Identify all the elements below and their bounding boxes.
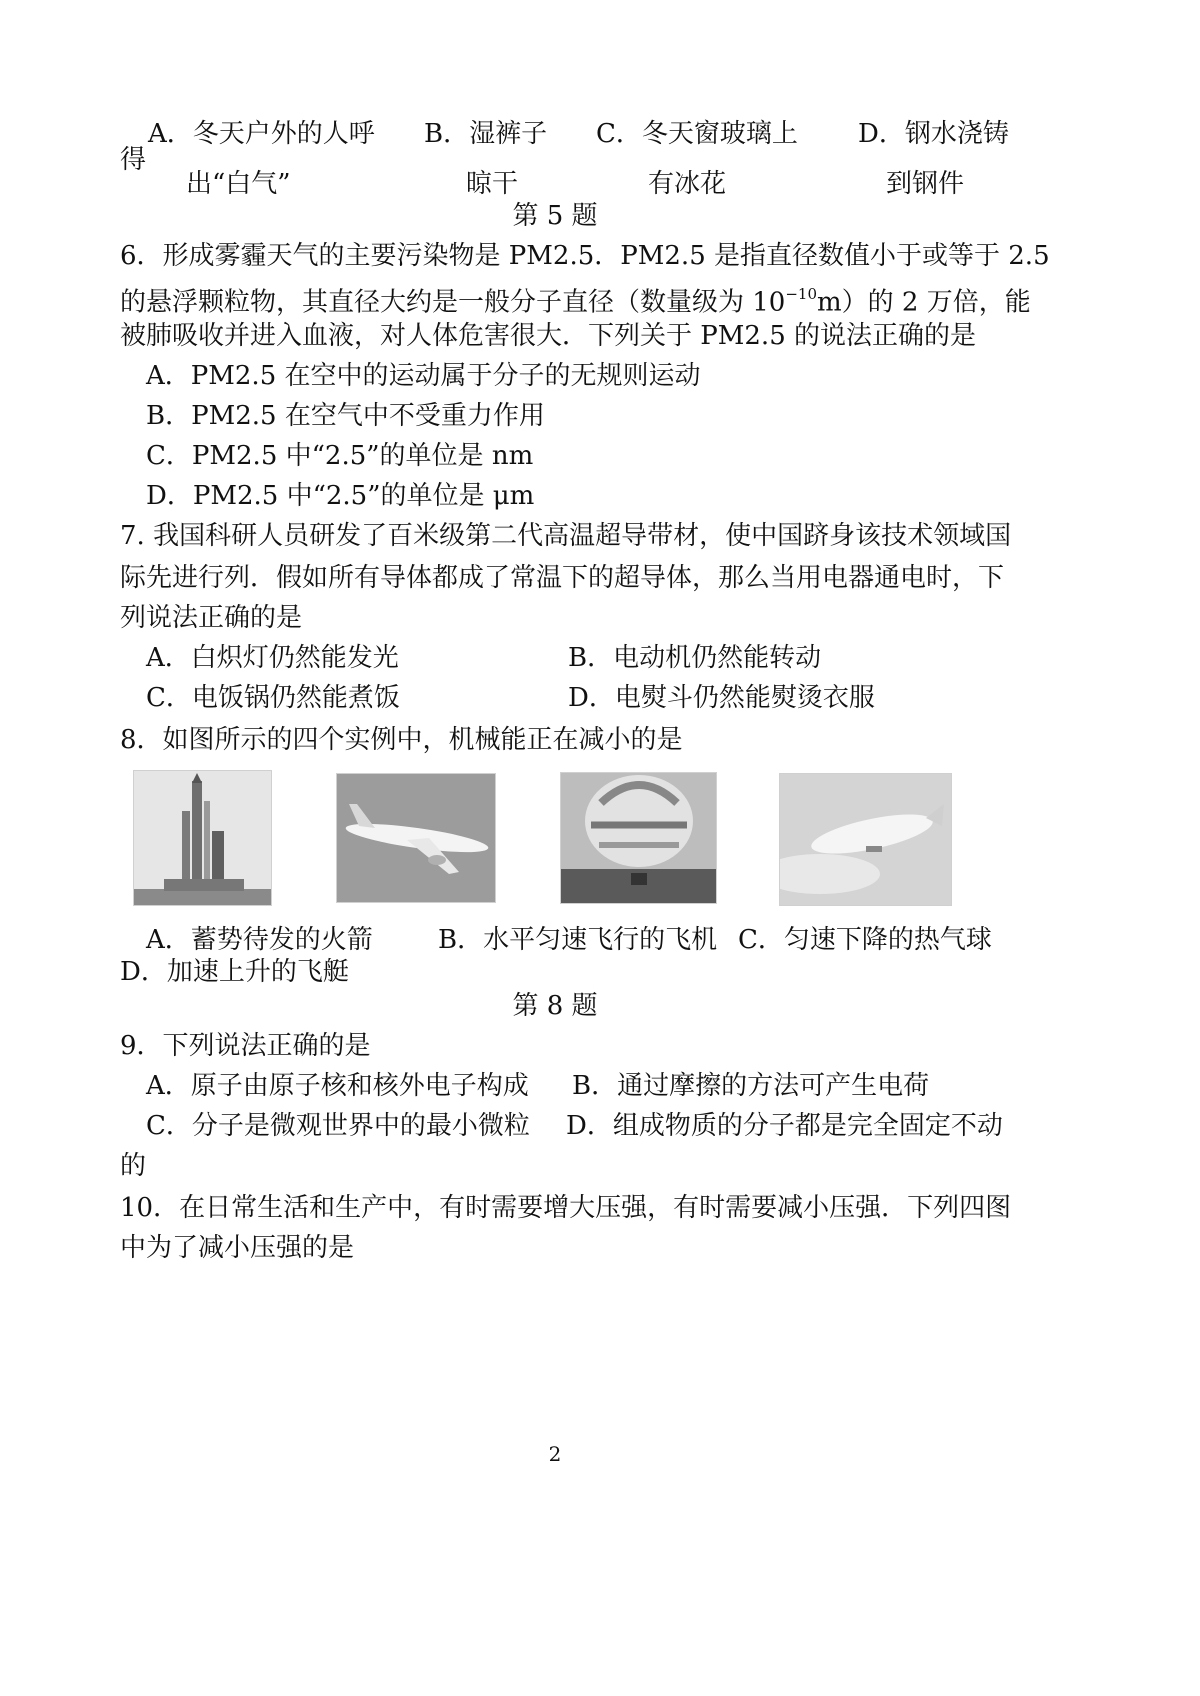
q6-stem-line2: 的悬浮颗粒物，其直径大约是一般分子直径（数量级为 $10^{-10}m$）的 2 万倍，能 — [120, 285, 1031, 318]
q8-stem: 8．如图所示的四个实例中，机械能正在减小的是 — [120, 725, 683, 755]
airplane-photo — [336, 773, 496, 903]
q10-stem-line1: 10．在日常生活和生产中，有时需要增大压强，有时需要减小压强．下列四图 — [120, 1193, 1012, 1223]
q7-stem-line1: 7. 我国科研人员研发了百米级第二代高温超导带材，使中国跻身该技术领域国 — [120, 521, 1012, 551]
q9-option-c: C．分子是微观世界中的最小微粒 — [146, 1111, 530, 1141]
q9-option-d: D．组成物质的分子都是完全固定不动 — [566, 1111, 1003, 1141]
q5-option-d-line1: D．钢水浇铸 — [858, 119, 1009, 149]
airplane-illustration — [337, 774, 495, 902]
q5-option-a-line2: 出“白气” — [186, 169, 291, 199]
q8-caption: 第 8 题 — [512, 991, 598, 1021]
q9-option-a: A．原子由原子核和核外电子构成 — [146, 1071, 529, 1101]
hot-air-balloon-photo — [560, 772, 717, 904]
q5-option-b-line2: 晾干 — [466, 169, 519, 199]
q6-option-c: C．PM2.5 中“2.5”的单位是 nm — [146, 441, 534, 471]
q5-option-a-wrap: 得 — [120, 145, 147, 175]
q8-option-b: B．水平匀速飞行的飞机 — [438, 925, 718, 955]
q6-option-a: A．PM2.5 在空中的运动属于分子的无规则运动 — [146, 361, 701, 391]
q7-stem-line3: 列说法正确的是 — [120, 603, 303, 633]
q5-option-c-line1: C．冬天窗玻璃上 — [596, 119, 798, 149]
q6-stem-line3: 被肺吸收并进入血液，对人体危害很大．下列关于 PM2.5 的说法正确的是 — [120, 321, 976, 351]
airship-illustration — [780, 774, 951, 905]
page-number: 2 — [548, 1442, 562, 1466]
hot-air-balloon-illustration — [561, 773, 716, 903]
q9-stem: 9．下列说法正确的是 — [120, 1031, 371, 1061]
q8-option-c: C．匀速下降的热气球 — [738, 925, 992, 955]
q6-option-b: B．PM2.5 在空气中不受重力作用 — [146, 401, 545, 431]
q5-caption: 第 5 题 — [512, 201, 598, 231]
q7-option-a: A．白炽灯仍然能发光 — [146, 643, 399, 673]
q6-option-d: D．PM2.5 中“2.5”的单位是 μm — [146, 481, 535, 511]
rocket-photo — [133, 770, 272, 906]
q10-stem-line2: 中为了减小压强的是 — [120, 1233, 355, 1263]
q5-option-d-line2: 到钢件 — [886, 169, 965, 199]
q6-stem-line1: 6．形成雾霾天气的主要污染物是 PM2.5．PM2.5 是指直径数值小于或等于 2.5 — [120, 241, 1050, 271]
q7-option-b: B．电动机仍然能转动 — [568, 643, 822, 673]
airship-photo — [779, 773, 952, 906]
q8-option-d: D．加速上升的飞艇 — [120, 957, 349, 987]
q5-option-c-line2: 有冰花 — [648, 169, 727, 199]
q9-option-b: B．通过摩擦的方法可产生电荷 — [572, 1071, 930, 1101]
q7-option-c: C．电饭锅仍然能煮饭 — [146, 683, 400, 713]
q5-option-b-line1: B．湿裤子 — [424, 119, 548, 149]
rocket-illustration — [134, 771, 271, 905]
q9-option-d-wrap: 的 — [120, 1151, 147, 1181]
q8-option-a: A．蓄势待发的火箭 — [146, 925, 373, 955]
q7-option-d: D．电熨斗仍然能熨烫衣服 — [568, 683, 875, 713]
q5-option-a-line1: A．冬天户外的人呼 — [148, 119, 375, 149]
q7-stem-line2: 际先进行列．假如所有导体都成了常温下的超导体，那么当用电器通电时，下 — [120, 563, 1005, 593]
